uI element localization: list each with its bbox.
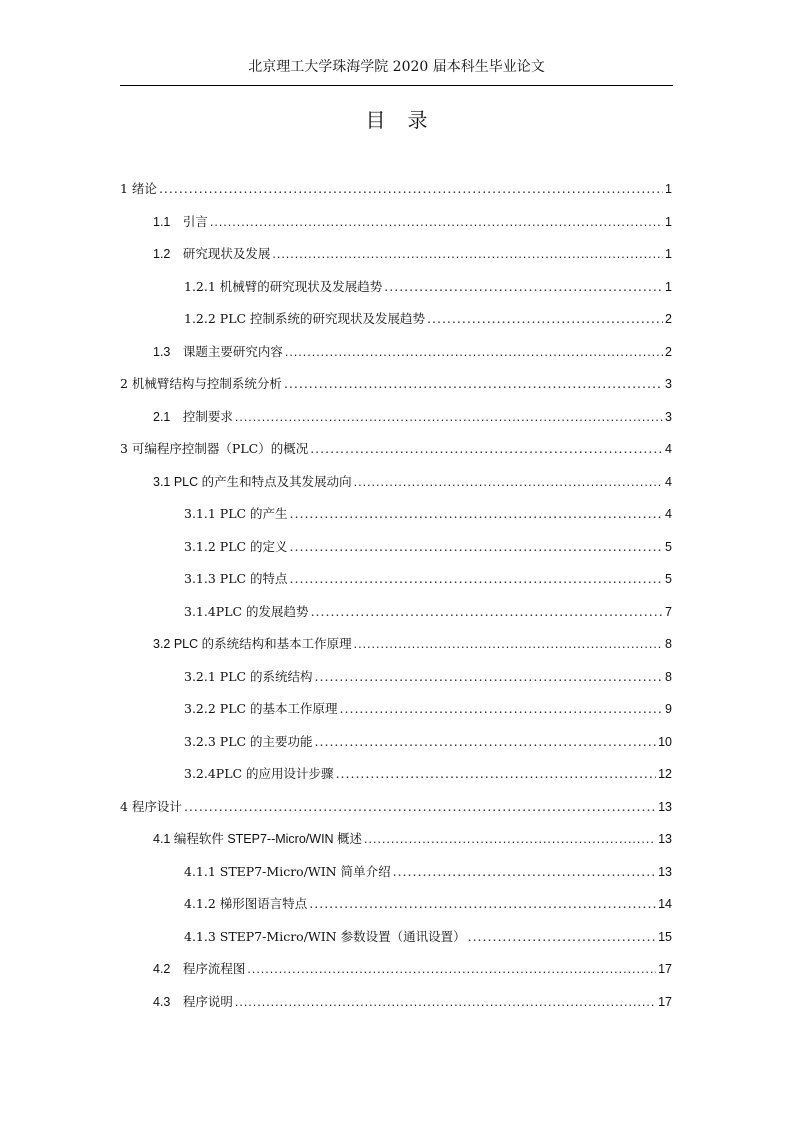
toc-leader-dots <box>290 570 664 588</box>
toc-entry-label: 3.2.3 PLC 的主要功能 <box>184 734 313 749</box>
toc-leader-dots <box>315 733 657 751</box>
toc-entry[interactable] <box>184 733 672 751</box>
toc-entry[interactable] <box>153 830 672 848</box>
toc-leader-dots <box>284 375 663 393</box>
toc-leader-dots <box>384 278 663 296</box>
toc-entry-label: 1.2.1 机械臂的研究现状及发展趋势 <box>184 279 383 294</box>
toc-entry-label: 3.2.1 PLC 的系统结构 <box>184 669 313 684</box>
header-rule <box>120 85 673 86</box>
toc-entry[interactable] <box>184 928 672 946</box>
toc-entry-label: 4.2 程序流程图 <box>153 962 246 976</box>
toc-entry[interactable] <box>153 635 672 653</box>
toc-leader-dots <box>354 635 663 653</box>
page-header: 北京理工大学珠海学院 2020 届本科生毕业论文 <box>248 59 545 75</box>
toc-page-number: 4 <box>665 475 672 489</box>
toc-entry-label: 1.2.2 PLC 控制系统的研究现状及发展趋势 <box>184 311 426 326</box>
toc-leader-dots <box>468 928 656 946</box>
toc-leader-dots <box>184 798 656 816</box>
toc-leader-dots <box>315 668 664 686</box>
toc-entry[interactable] <box>184 700 672 718</box>
toc-entry-label: 3.2.2 PLC 的基本工作原理 <box>184 701 338 716</box>
toc-entry[interactable] <box>153 960 672 978</box>
toc-entry-label: 1.3 课题主要研究内容 <box>153 345 283 359</box>
toc-entry[interactable] <box>153 408 672 426</box>
toc-leader-dots <box>310 440 663 458</box>
toc-page-number: 13 <box>658 865 672 879</box>
toc-entry[interactable] <box>120 798 672 816</box>
toc-page-number: 5 <box>665 540 672 554</box>
toc-entry-label: 3.1.3 PLC 的特点 <box>184 571 288 586</box>
toc-entry[interactable] <box>120 180 672 198</box>
toc-page-number: 5 <box>665 572 672 586</box>
toc-page-number: 2 <box>665 312 672 326</box>
toc-entry-label: 1 绪论 <box>120 181 157 196</box>
toc-entry[interactable] <box>153 343 672 361</box>
toc-page-number: 10 <box>658 735 672 749</box>
toc-entry[interactable] <box>184 863 672 881</box>
toc-entry[interactable] <box>153 213 672 231</box>
toc-page-number: 14 <box>658 897 672 911</box>
toc-leader-dots <box>235 408 663 426</box>
toc-entry-label: 2.1 控制要求 <box>153 410 233 424</box>
toc-title: 目录 <box>365 108 450 132</box>
toc-entry[interactable] <box>184 538 672 556</box>
toc-entry[interactable] <box>120 440 672 458</box>
toc-entry[interactable] <box>184 765 672 783</box>
toc-page-number: 17 <box>658 995 672 1009</box>
toc-page-number: 7 <box>665 605 672 619</box>
toc-entry-label: 3.1.2 PLC 的定义 <box>184 539 288 554</box>
toc-leader-dots <box>393 863 656 881</box>
toc-entry[interactable] <box>184 570 672 588</box>
toc-entry-label: 3.1 PLC 的产生和特点及其发展动向 <box>153 475 352 489</box>
toc-page-number: 1 <box>665 247 672 261</box>
toc-entry[interactable] <box>184 310 672 328</box>
toc-entry[interactable] <box>184 895 672 913</box>
toc-entry-label: 4.3 程序说明 <box>153 995 233 1009</box>
toc-entry[interactable] <box>153 993 672 1011</box>
toc-entry[interactable] <box>153 245 672 263</box>
toc-entry-label: 4.1.3 STEP7-Micro/WIN 参数设置（通讯设置） <box>184 929 466 944</box>
toc-entry-label: 1.2 研究现状及发展 <box>153 247 271 261</box>
toc-page-number: 8 <box>665 637 672 651</box>
toc-page-number: 17 <box>658 962 672 976</box>
toc-entry-label: 4 程序设计 <box>120 799 182 814</box>
toc-leader-dots <box>290 505 664 523</box>
toc-leader-dots <box>285 343 663 361</box>
toc-page-number: 4 <box>665 507 672 521</box>
toc-page-number: 13 <box>658 832 672 846</box>
toc-page-number: 15 <box>658 930 672 944</box>
toc-page-number: 3 <box>665 410 672 424</box>
toc-entry[interactable] <box>184 278 672 296</box>
toc-leader-dots <box>210 213 663 231</box>
toc-entry-label: 3.2 PLC 的系统结构和基本工作原理 <box>153 637 352 651</box>
toc-leader-dots <box>427 310 663 328</box>
toc-entry-label: 4.1 编程软件 STEP7--Micro/WIN 概述 <box>153 832 363 846</box>
toc-entry-label: 3 可编程序控制器（PLC）的概况 <box>120 441 309 456</box>
toc-leader-dots <box>311 603 663 621</box>
toc-entry-label: 3.1.4PLC 的发展趋势 <box>184 604 309 619</box>
toc-page-number: 1 <box>665 215 672 229</box>
toc-leader-dots <box>364 830 656 848</box>
toc-page-number: 1 <box>665 280 672 294</box>
toc-entry-label: 3.2.4PLC 的应用设计步骤 <box>184 766 334 781</box>
toc-entry[interactable] <box>184 505 672 523</box>
toc-entry-label: 1.1 引言 <box>153 215 208 229</box>
toc-entry[interactable] <box>120 375 672 393</box>
toc-leader-dots <box>309 895 656 913</box>
toc-page-number: 1 <box>665 182 672 196</box>
toc-entry[interactable] <box>184 668 672 686</box>
toc-leader-dots <box>159 180 663 198</box>
toc-entry-label: 4.1.1 STEP7-Micro/WIN 简单介绍 <box>184 864 391 879</box>
toc-entry[interactable] <box>184 603 672 621</box>
toc-entry-label: 3.1.1 PLC 的产生 <box>184 506 288 521</box>
toc-leader-dots <box>272 245 663 263</box>
toc-page-number: 13 <box>658 800 672 814</box>
toc-leader-dots <box>247 960 656 978</box>
toc-leader-dots <box>336 765 657 783</box>
toc-leader-dots <box>290 538 664 556</box>
toc-leader-dots <box>235 993 656 1011</box>
toc-leader-dots <box>340 700 664 718</box>
toc-page-number: 3 <box>665 377 672 391</box>
toc-page-number: 12 <box>658 767 672 781</box>
toc-entry[interactable] <box>153 473 672 491</box>
toc-leader-dots <box>354 473 663 491</box>
toc-page-number: 9 <box>665 702 672 716</box>
toc-page-number: 4 <box>665 442 672 456</box>
toc-page-number: 8 <box>665 670 672 684</box>
toc-entry-label: 2 机械臂结构与控制系统分析 <box>120 376 282 391</box>
toc-entry-label: 4.1.2 梯形图语言特点 <box>184 896 308 911</box>
toc-page-number: 2 <box>665 345 672 359</box>
